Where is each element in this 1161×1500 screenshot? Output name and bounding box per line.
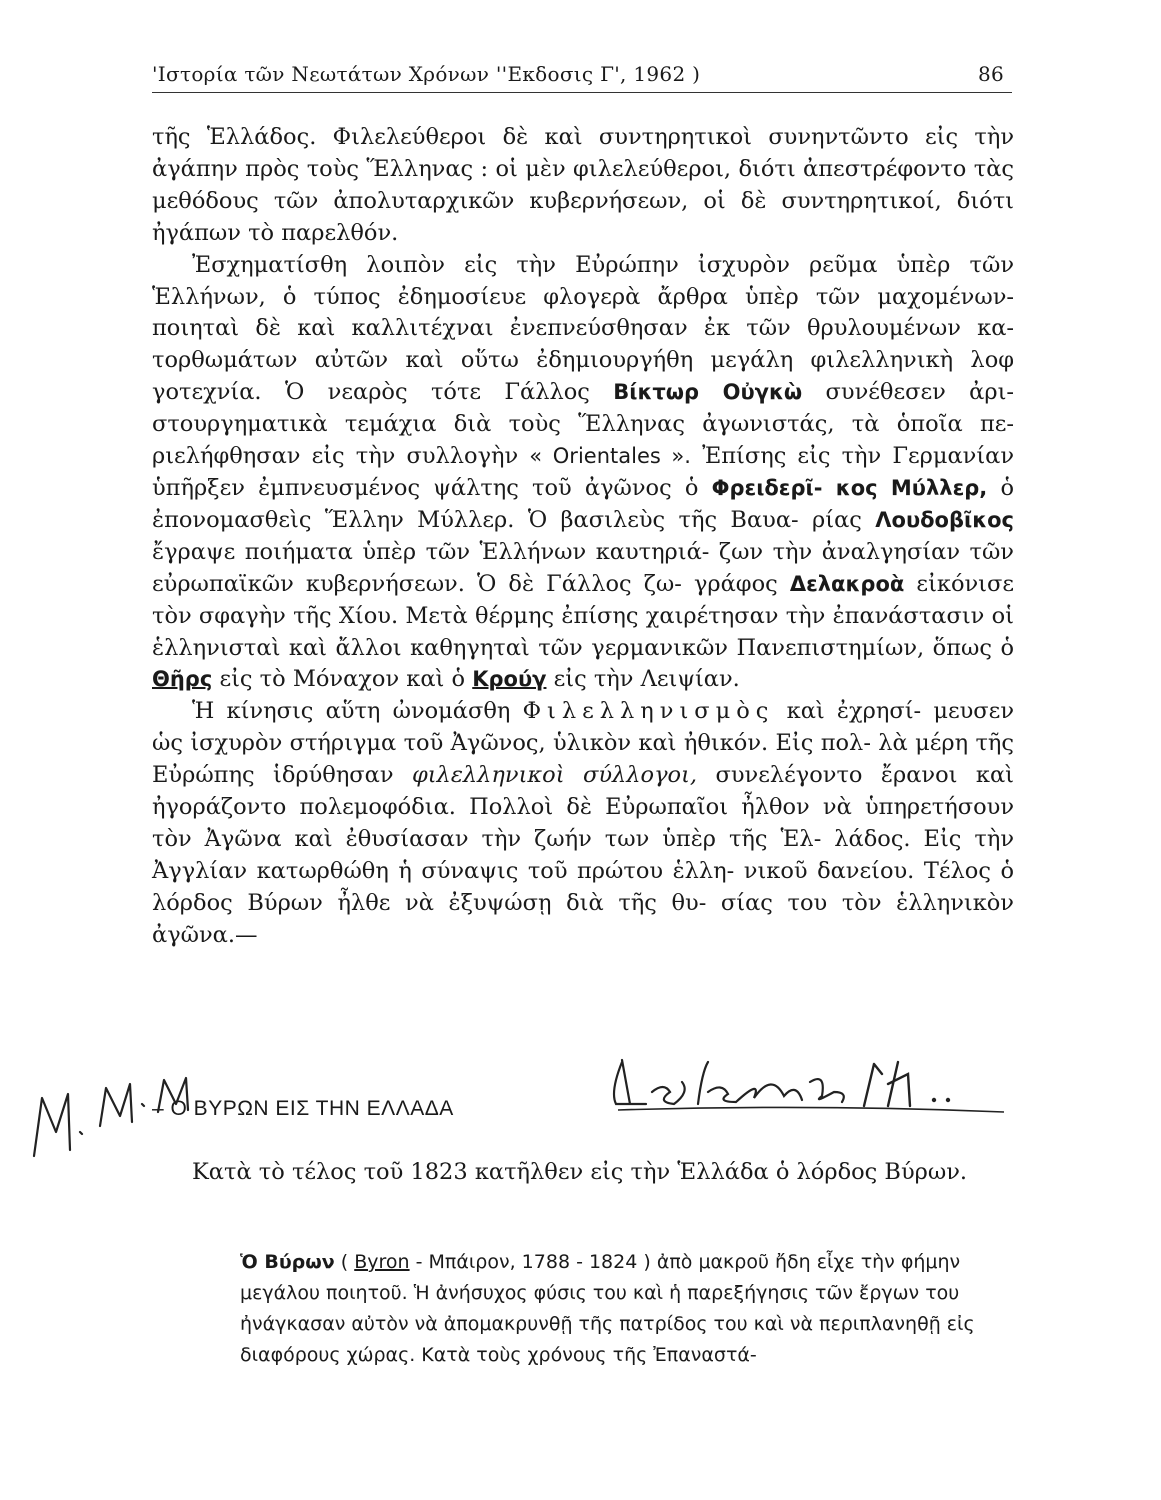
running-title: 'Ιστορία τῶν Νεωτάτων Χρόνων ''Εκδοσις Γ', 1962 ) — [152, 62, 701, 86]
text-run: ( — [340, 1251, 349, 1273]
name-thiersch: Θῆρς — [152, 667, 213, 692]
term-philhellenism: Φιλελληνισμὸς — [522, 698, 775, 725]
text-run: Ἡ κίνησις αὕτη ὠνομάσθη — [192, 698, 511, 725]
name-delacroix: Δελακροὰ — [789, 571, 905, 596]
footnote-lead: Ὁ Βύρων — [240, 1251, 335, 1273]
text-run: εἰκόνισε τὸν σφαγὴν τῆς Χίου. Μετὰ θέρμης ἐπίσης χαιρέτησαν τὴν ἐπανάστασιν οἱ ἑλληνισταὶ καὶ ἄλλοι καθηγηταὶ τῶν γερμανικῶν Πανεπιστημίων, ὅπως ὁ — [152, 570, 1015, 661]
term-philhellenic-societies: φιλελληνικοὶ σύλλογοι, — [411, 762, 698, 789]
text-run: εἰς τὴν Λειψίαν. — [553, 666, 740, 693]
name-victor-hugo: Βίκτωρ Οὐγκὼ — [613, 380, 803, 405]
name-krug: Κρούγ — [472, 667, 547, 692]
section-heading: – Ο ΒΥΡΩΝ ΕΙΣ ΤΗΝ ΕΛΛΑΔΑ — [152, 1097, 454, 1120]
section-text — [152, 1156, 1014, 1188]
text-run: καὶ ἐχρησί- μευσεν ὡς ἰσχυρὸν στήριγμα τοῦ Ἀγῶνος, ὑλικὸν καὶ ἠθικόν. Εἰς πολ- λὰ μέρη τῆς Εὐρώπης ἱδρύθησαν — [152, 698, 1014, 789]
paragraph-1: τῆς Ἑλλάδος. Φιλελεύθεροι δὲ καὶ συντηρητικοὶ συνηντῶντο εἰς τὴν ἀγάπην πρὸς τοὺς Ἕλληνας : οἱ μὲν φιλελεύθεροι, διότι ἀπεστρέφοντο τὰς μεθόδους τῶν ἀπολυταρχικῶν κυβερνήσεων, οἱ δὲ συντηρητικοί, διότι ἠγάπων τὸ παρελθόν. — [152, 124, 1014, 246]
paragraph-3 — [152, 696, 1014, 951]
name-wilhelm-muller: Φρειδερῖ- κος Μύλλερ, — [711, 475, 988, 500]
name-byron: Byron — [354, 1251, 410, 1273]
text-run: εἰς τὸ Μόναχον καὶ ὁ — [219, 666, 466, 693]
handwritten-initials — [28, 1060, 208, 1160]
text-run: Ἐπίσης εἰς τὴν Γερμανίαν ὑπῆρξεν ἐμπνευσμένος ψάλτης τοῦ ἀγῶνος ὁ — [152, 443, 1015, 501]
name-ludwig: Λουδοβῖκος — [875, 507, 1014, 532]
text-run: συνέθεσεν ἀρι- στουργηματικὰ τεμάχια διὰ τοὺς Ἕλληνας ἀγωνιστάς, τὰ ὁποῖα πε- ριελήφθησαν εἰς τὴν συλλογὴν — [152, 379, 1015, 470]
handwritten-signature — [612, 1052, 1012, 1118]
page-number: 86 — [977, 62, 1004, 86]
text-run: - Μπάιρον, 1788 - 1824 ) ἀπὸ μακροῦ ἤδη εἶχε τὴν φήμην μεγάλου ποιητοῦ. Ἡ ἀνήσυχος φύσις του καὶ ἡ παρεξήγησις τῶν ἔργων του ἠνάγκασαν αὐτὸν νὰ ἀπομακρυνθῇ τῆς πατρίδος του καὶ νὰ περιπλανηθῇ εἰς διαφόρους χώρας. Κατὰ τοὺς χρόνους τῆς Ἐπαναστά- — [240, 1251, 975, 1366]
text-run: συνελέγοντο ἔρανοι καὶ ἠγοράζοντο πολεμοφόδια. Πολλοὶ δὲ Εὐρωπαῖοι ἦλθον νὰ ὑπηρετήσουν τὸν Ἀγῶνα καὶ ἐθυσίασαν τὴν ζωήν των ὑπὲρ τῆς Ἑλ- λάδος. Εἰς τὴν Ἀγγλίαν κατωρθώθη ἡ σύναψις τοῦ πρώτου ἑλλη- νικοῦ δανείου. Τέλος ὁ λόρδος Βύρων ἦλθε νὰ ἐξυψώσῃ διὰ τῆς θυ- σίας του τὸν ἑλληνικὸν ἀγῶνα.— — [152, 762, 1014, 948]
paragraph-4: Κατὰ τὸ τέλος τοῦ 1823 κατῆλθεν εἰς τὴν Ἑλλάδα ὁ λόρδος Βύρων. — [192, 1159, 968, 1185]
paragraph-2 — [152, 250, 1014, 697]
running-header — [152, 58, 1012, 93]
text-run: ὁ ἐπονομασθεὶς Ἕλλην Μύλλερ. Ὁ βασιλεὺς τῆς Βαυα- ρίας — [152, 474, 1014, 533]
footnote-paragraph — [240, 1247, 1016, 1371]
text-run: Ἐσχηματίσθη λοιπὸν εἰς τὴν Εὐρώπην ἰσχυρὸν ρεῦμα ὑπὲρ τῶν Ἑλλήνων, ὁ τύπος ἐδημοσίευε φλογερὰ ἄρθρα ὑπὲρ τῶν μαχομένων- ποιηταὶ δὲ καὶ καλλιτέχναι ἐνεπνεύσθησαν ἐκ τῶν θρυλουμένων κα- τορθωμάτων αὐτῶν καὶ οὕτω ἐδημιουργήθη μεγάλη φιλελληνικὴ λοφ γοτεχνία. Ὁ νεαρὸς τότε Γάλλος — [152, 251, 1014, 406]
footnote — [240, 1247, 1016, 1371]
text-run: ἔγραψε ποιήματα ὑπὲρ τῶν Ἑλλήνων καυτηριά- ζων τὴν ἀναλγησίαν τῶν εὐρωπαϊκῶν κυβερνήσεων. Ὁ δὲ Γάλλος ζω- γράφος — [152, 538, 1014, 597]
title-orientales: « Orientales ». — [529, 444, 691, 469]
main-text — [152, 122, 1014, 952]
